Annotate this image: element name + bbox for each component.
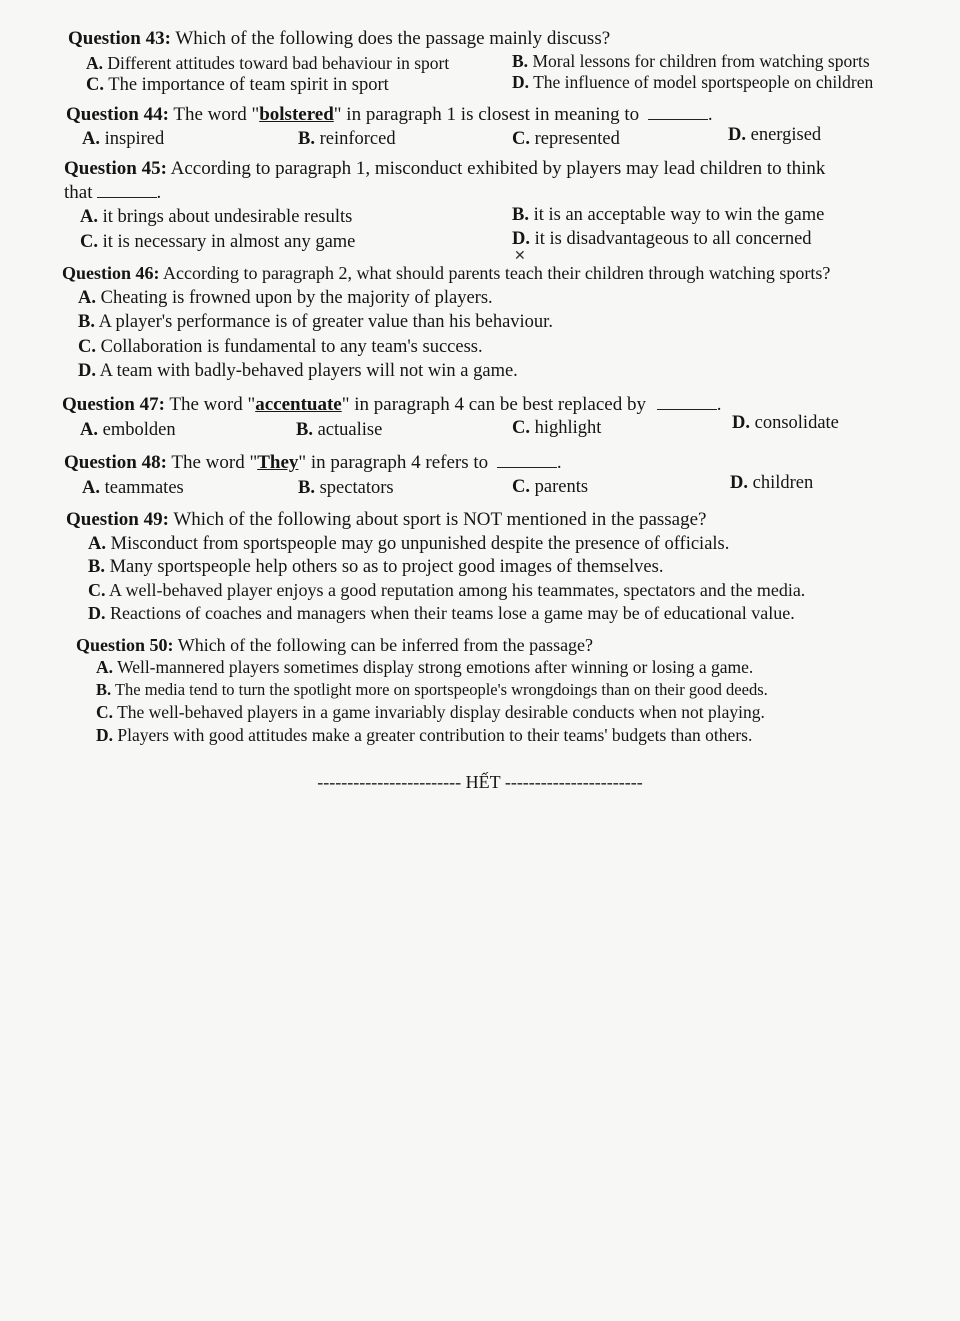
option-49-c[interactable]: C. A well-behaved player enjoys a good reputation among his teammates, spectators and the media. [88,580,806,600]
option-48-d[interactable]: D. children [730,473,814,493]
option-43-d[interactable]: D. The influence of model sportspeople on children [512,72,874,92]
option-43-b[interactable]: B. Moral lessons for children from watching sports [512,51,870,71]
question-label: Question 43: [68,28,171,49]
answer-blank [97,183,157,198]
option-44-b[interactable]: B. reinforced [298,129,396,149]
question-44-stem: Question 44: The word "bolstered" in paragraph 1 is closest in meaning to . [66,104,713,125]
option-45-a[interactable]: A. it brings about undesirable results [80,207,353,227]
option-48-b[interactable]: B. spectators [298,478,394,498]
option-43-a[interactable]: A. Different attitudes toward bad behaviour in sport [86,53,450,73]
option-46-d[interactable]: D. A team with badly-behaved players will not win a game. [78,361,518,381]
question-45-stem-line2: that . [64,182,162,203]
option-48-a[interactable]: A. teammates [82,478,184,498]
option-47-d[interactable]: D. consolidate [732,413,839,433]
option-45-d[interactable]: D. it is disadvantageous to all concerned [512,229,812,249]
question-49-stem: Question 49: Which of the following about sport is NOT mentioned in the passage? [66,509,707,530]
keyword-accentuate: accentuate [255,394,342,415]
option-49-a[interactable]: A. Misconduct from sportspeople may go unpunished despite the presence of officials. [88,534,730,554]
keyword-bolstered: bolstered [259,104,334,125]
option-47-a[interactable]: A. embolden [80,420,176,440]
option-46-c[interactable]: C. Collaboration is fundamental to any team's success. [78,337,483,357]
question-45-stem: Question 45: According to paragraph 1, misconduct exhibited by players may lead children to think [64,158,826,179]
answer-blank [497,453,557,468]
option-45-b[interactable]: B. it is an acceptable way to win the game [512,205,825,225]
end-label: HẾT [465,772,501,792]
option-45-c[interactable]: C. it is necessary in almost any game [80,232,356,252]
answer-blank [648,105,708,120]
answer-blank [657,395,717,410]
end-marker: ------------------------ HẾT ----------------------- [317,772,643,792]
option-46-a[interactable]: A. Cheating is frowned upon by the majority of players. [78,288,493,308]
option-43-c[interactable]: C. The importance of team spirit in sport [86,75,389,95]
option-47-c[interactable]: C. highlight [512,418,602,438]
option-49-d[interactable]: D. Reactions of coaches and managers when their teams lose a game may be of educational value. [88,603,795,623]
option-50-b[interactable]: B. The media tend to turn the spotlight more on sportspeople's wrongdoings than on their good deeds. [96,680,768,699]
question-43-stem [68,28,610,50]
question-47-stem: Question 47: The word "accentuate" in paragraph 4 can be best replaced by . [62,394,722,415]
option-49-b[interactable]: B. Many sportspeople help others so as to project good images of themselves. [88,557,664,577]
cross-mark-icon: ✕ [514,249,526,264]
option-46-b[interactable]: B. A player's performance is of greater value than his behaviour. [78,312,553,332]
question-50-stem: Question 50: Which of the following can be inferred from the passage? [76,635,594,655]
option-44-c[interactable]: C. represented [512,129,620,149]
option-47-b[interactable]: B. actualise [296,420,383,440]
option-48-c[interactable]: C. parents [512,477,589,497]
option-44-a[interactable]: A. inspired [82,129,165,149]
option-50-d[interactable]: D. Players with good attitudes make a greater contribution to their teams' budgets than others. [96,725,753,745]
option-44-d[interactable]: D. energised [728,125,822,145]
question-text: Which of the following does the passage mainly discuss? [175,28,611,49]
keyword-they: They [257,452,299,473]
option-50-a[interactable]: A. Well-mannered players sometimes display strong emotions after winning or losing a game. [96,657,754,677]
question-46-stem: Question 46: According to paragraph 2, what should parents teach their children through watching sports? [62,263,831,283]
option-50-c[interactable]: C. The well-behaved players in a game invariably display desirable conducts when not playing. [96,702,765,722]
question-48-stem: Question 48: The word "They" in paragraph 4 refers to . [64,452,562,473]
